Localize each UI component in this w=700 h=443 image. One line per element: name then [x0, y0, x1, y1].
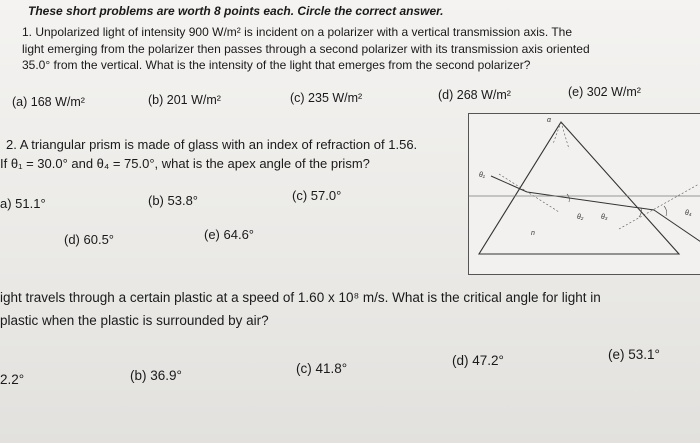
q1-text-line-3: 35.0° from the vertical. What is the intensity of the light that emerges from the second polarizer?	[22, 58, 531, 72]
label-theta2: θ₂	[577, 214, 584, 221]
q3-text-line-2: plastic when the plastic is surrounded by air?	[0, 313, 269, 328]
q3-choice-e[interactable]: (e) 53.1°	[608, 347, 660, 362]
q1-choice-b[interactable]: (b) 201 W/m²	[148, 93, 221, 107]
refracted-ray	[527, 192, 654, 210]
emergent-ray	[654, 210, 700, 242]
q1-choice-a[interactable]: (a) 168 W/m²	[12, 95, 85, 109]
prism-triangle	[479, 122, 679, 254]
q1-choice-e[interactable]: (e) 302 W/m²	[568, 85, 641, 99]
prism-diagram	[468, 113, 700, 275]
instructions-header: These short problems are worth 8 points each. Circle the correct answer.	[28, 4, 444, 18]
q1-choice-d[interactable]: (d) 268 W/m²	[438, 88, 511, 102]
q3-choice-b[interactable]: (b) 36.9°	[130, 368, 182, 383]
q3-choice-d[interactable]: (d) 47.2°	[452, 353, 504, 368]
q2-choice-a[interactable]: a) 51.1°	[0, 196, 46, 211]
q1-text-line-2: light emerging from the polarizer then passes through a second polarizer with its transmission axis oriented	[22, 42, 590, 56]
q3-choice-c[interactable]: (c) 41.8°	[296, 361, 348, 376]
q2-choice-b[interactable]: (b) 53.8°	[148, 193, 199, 208]
q1-choice-c[interactable]: (c) 235 W/m²	[290, 91, 363, 105]
label-theta3: θ₃	[601, 214, 608, 221]
q2-text-line-1: 2. A triangular prism is made of glass with an index of refraction of 1.56.	[6, 137, 418, 152]
q3-choice-a[interactable]: 2.2°	[0, 372, 25, 387]
incident-ray	[491, 176, 527, 192]
q2-choice-e[interactable]: (e) 64.6°	[204, 227, 255, 242]
q2-choice-c[interactable]: (c) 57.0°	[292, 188, 342, 203]
label-theta4: θ₄	[685, 210, 692, 217]
label-theta1: θ₁	[479, 172, 486, 179]
q1-text-line-1: 1. Unpolarized light of intensity 900 W/m² is incident on a polarizer with a vertical transmission axis. The	[22, 25, 573, 39]
prism-drawing	[469, 114, 700, 274]
q2-choice-d[interactable]: (d) 60.5°	[64, 232, 115, 247]
q3-text-line-1: ight travels through a certain plastic at a speed of 1.60 x 10⁸ m/s. What is the critical angle for light in	[0, 290, 601, 305]
label-apex: α	[547, 117, 551, 124]
label-index-n: n	[531, 230, 535, 237]
q2-text-line-2: If θ₁ = 30.0° and θ₄ = 75.0°, what is the apex angle of the prism?	[0, 156, 370, 171]
